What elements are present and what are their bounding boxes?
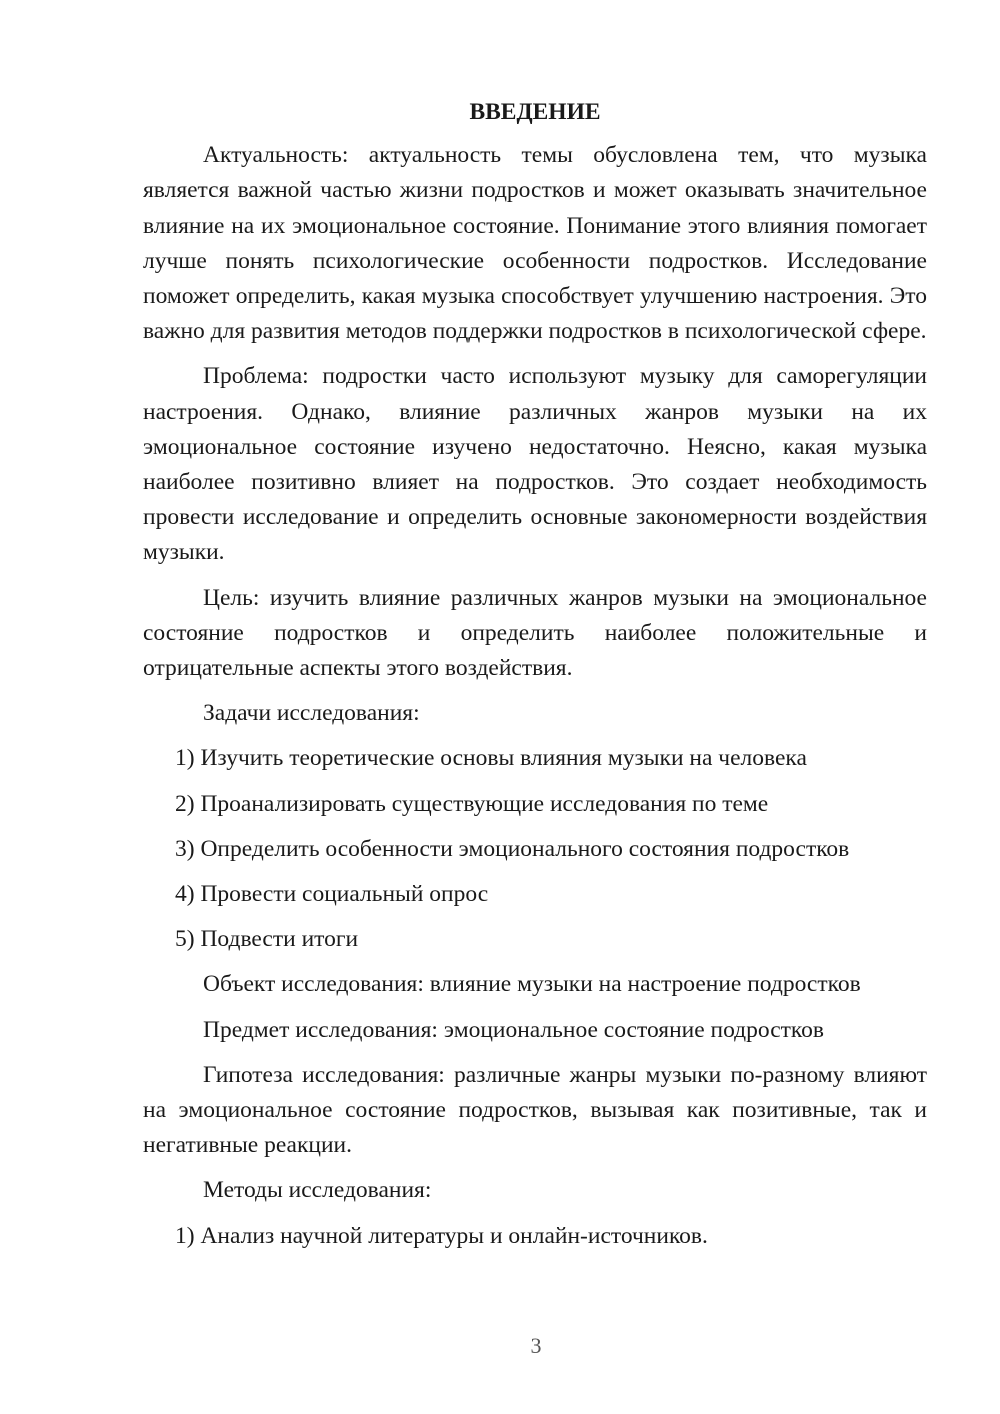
methods-heading: Методы исследования: [203, 1177, 432, 1204]
task-item-3: 3) Определить особенности эмоционального состояния подростков [175, 835, 850, 862]
page-number: 3 [530, 1333, 542, 1358]
paragraph-relevance: Актуальность: актуальность темы обусловлена тем, что музыка является важной частью жизни подростков и может оказывать значительное влияние на их эмоциональное состояние. Понимание этого влияния помогает лучше понять психологические особенности подростков. Исследование поможет определить, какая музыка способствует улучшению настроения. Это важно для развития методов поддержки подростков в психологической сфере. [143, 142, 927, 345]
tasks-heading: Задачи исследования: [203, 700, 420, 727]
document-body [143, 95, 927, 1264]
paragraph-goal: Цель: изучить влияние различных жанров музыки на эмоциональное состояние подростков и определить наиболее положительные и отрицательные аспекты этого воздействия. [143, 584, 927, 682]
paragraph-object: Объект исследования: влияние музыки на настроение подростков [203, 971, 861, 998]
task-item-4: 4) Провести социальный опрос [175, 881, 489, 908]
paragraph-hypothesis: Гипотеза исследования: различные жанры музыки по-разному влияют на эмоциональное состояние подростков, вызывая как позитивные, так и негативные реакции. [143, 1061, 927, 1159]
task-item-5: 5) Подвести итоги [175, 926, 359, 953]
method-item-1: 1) Анализ научной литературы и онлайн-источников. [175, 1222, 708, 1249]
paragraph-subject: Предмет исследования: эмоциональное состояние подростков [203, 1016, 824, 1043]
task-item-2: 2) Проанализировать существующие исследования по теме [175, 790, 769, 817]
task-item-1: 1) Изучить теоретические основы влияния музыки на человека [175, 745, 807, 772]
paragraph-problem: Проблема: подростки часто используют музыку для саморегуляции настроения. Однако, влияние различных жанров музыки на их эмоциональное состояние изучено недостаточно. Неясно, какая музыка наиболее позитивно влияет на подростков. Это создает необходимость провести исследование и определить основные закономерности воздействия музыки. [143, 363, 927, 566]
section-title: ВВЕДЕНИЕ [469, 99, 601, 125]
